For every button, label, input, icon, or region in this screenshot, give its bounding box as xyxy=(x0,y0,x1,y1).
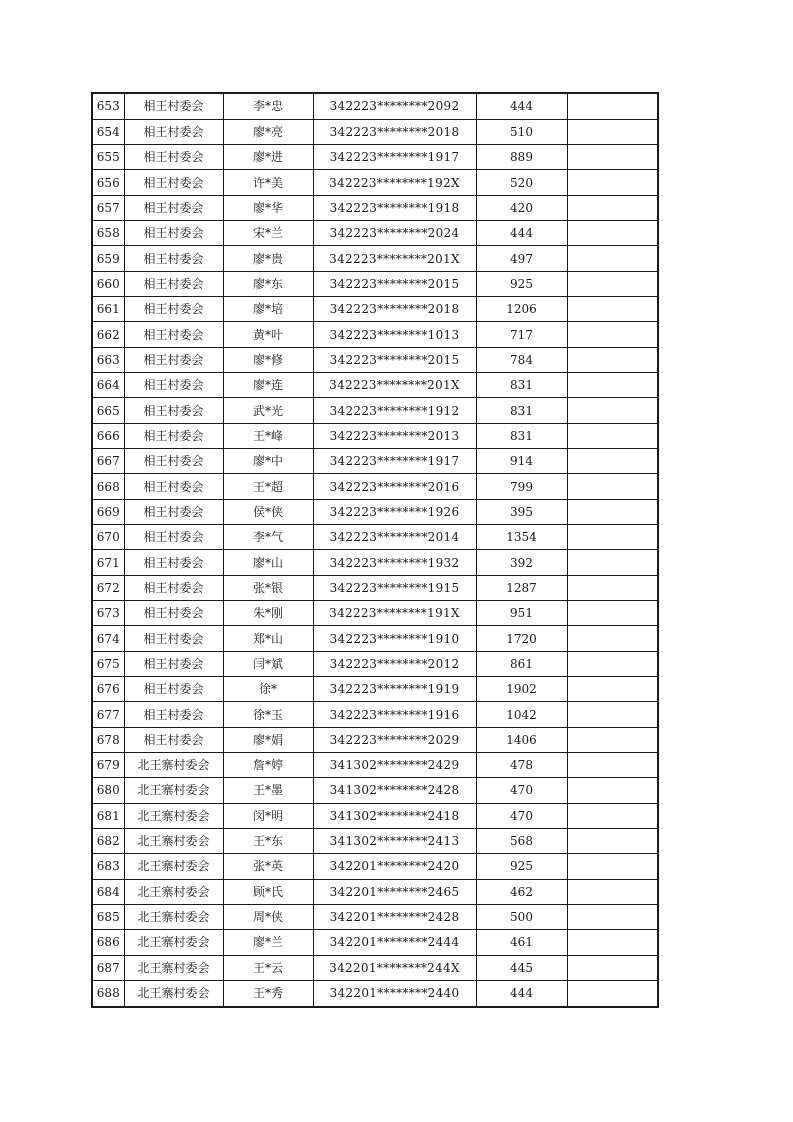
remark-cell xyxy=(567,575,658,600)
remark-cell xyxy=(567,803,658,828)
village-committee-cell: 相王村委会 xyxy=(124,93,223,119)
amount-cell: 461 xyxy=(476,930,567,955)
id-number-cell: 342223********2092 xyxy=(313,93,476,119)
serial-number-cell: 667 xyxy=(92,449,124,474)
person-name-cell: 李*忠 xyxy=(223,93,313,119)
person-name-cell: 周*侠 xyxy=(223,904,313,929)
table-row xyxy=(92,879,658,904)
person-name-cell: 廖*亮 xyxy=(223,119,313,144)
serial-number-cell: 671 xyxy=(92,550,124,575)
person-name-cell: 徐* xyxy=(223,677,313,702)
table-row xyxy=(92,778,658,803)
remark-cell xyxy=(567,778,658,803)
amount-cell: 1406 xyxy=(476,727,567,752)
table-row xyxy=(92,195,658,220)
person-name-cell: 廖*山 xyxy=(223,550,313,575)
person-name-cell: 王*秀 xyxy=(223,980,313,1007)
village-committee-cell: 相王村委会 xyxy=(124,702,223,727)
village-committee-cell: 相王村委会 xyxy=(124,499,223,524)
remark-cell xyxy=(567,677,658,702)
table-row xyxy=(92,347,658,372)
remark-cell xyxy=(567,525,658,550)
village-committee-cell: 北王寨村委会 xyxy=(124,753,223,778)
id-number-cell: 342223********1932 xyxy=(313,550,476,575)
person-name-cell: 朱*刚 xyxy=(223,601,313,626)
person-name-cell: 廖*贵 xyxy=(223,246,313,271)
village-committee-cell: 相王村委会 xyxy=(124,297,223,322)
table-row xyxy=(92,93,658,119)
table-row xyxy=(92,828,658,853)
table-row xyxy=(92,119,658,144)
remark-cell xyxy=(567,601,658,626)
id-number-cell: 342223********2018 xyxy=(313,297,476,322)
table-row xyxy=(92,525,658,550)
amount-cell: 520 xyxy=(476,170,567,195)
remark-cell xyxy=(567,828,658,853)
person-name-cell: 闵*明 xyxy=(223,803,313,828)
id-number-cell: 342201********2428 xyxy=(313,904,476,929)
table-row xyxy=(92,423,658,448)
remark-cell xyxy=(567,474,658,499)
remark-cell xyxy=(567,398,658,423)
remark-cell xyxy=(567,145,658,170)
village-committee-cell: 北王寨村委会 xyxy=(124,803,223,828)
id-number-cell: 341302********2418 xyxy=(313,803,476,828)
village-committee-cell: 相王村委会 xyxy=(124,398,223,423)
amount-cell: 478 xyxy=(476,753,567,778)
village-committee-cell: 相王村委会 xyxy=(124,550,223,575)
serial-number-cell: 673 xyxy=(92,601,124,626)
id-number-cell: 342223********2018 xyxy=(313,119,476,144)
serial-number-cell: 676 xyxy=(92,677,124,702)
id-number-cell: 342223********1917 xyxy=(313,449,476,474)
person-name-cell: 侯*侠 xyxy=(223,499,313,524)
id-number-cell: 342201********2465 xyxy=(313,879,476,904)
id-number-cell: 342223********192X xyxy=(313,170,476,195)
person-name-cell: 詹*婷 xyxy=(223,753,313,778)
serial-number-cell: 654 xyxy=(92,119,124,144)
amount-cell: 1042 xyxy=(476,702,567,727)
remark-cell xyxy=(567,195,658,220)
serial-number-cell: 688 xyxy=(92,980,124,1007)
serial-number-cell: 653 xyxy=(92,93,124,119)
remark-cell xyxy=(567,271,658,296)
amount-cell: 444 xyxy=(476,221,567,246)
remark-cell xyxy=(567,955,658,980)
person-name-cell: 廖*培 xyxy=(223,297,313,322)
amount-cell: 784 xyxy=(476,347,567,372)
serial-number-cell: 670 xyxy=(92,525,124,550)
village-committee-cell: 相王村委会 xyxy=(124,170,223,195)
remark-cell xyxy=(567,980,658,1007)
table-row xyxy=(92,803,658,828)
table-row xyxy=(92,753,658,778)
person-name-cell: 闫*斌 xyxy=(223,651,313,676)
person-name-cell: 宋*兰 xyxy=(223,221,313,246)
amount-cell: 951 xyxy=(476,601,567,626)
person-name-cell: 王*墨 xyxy=(223,778,313,803)
village-committee-cell: 相王村委会 xyxy=(124,651,223,676)
id-number-cell: 342223********1916 xyxy=(313,702,476,727)
person-name-cell: 廖*东 xyxy=(223,271,313,296)
table-row xyxy=(92,955,658,980)
id-number-cell: 342223********2024 xyxy=(313,221,476,246)
village-committee-cell: 相王村委会 xyxy=(124,449,223,474)
amount-cell: 799 xyxy=(476,474,567,499)
person-name-cell: 武*光 xyxy=(223,398,313,423)
id-number-cell: 342201********244X xyxy=(313,955,476,980)
serial-number-cell: 656 xyxy=(92,170,124,195)
amount-cell: 510 xyxy=(476,119,567,144)
remark-cell xyxy=(567,499,658,524)
amount-cell: 568 xyxy=(476,828,567,853)
id-number-cell: 342201********2440 xyxy=(313,980,476,1007)
amount-cell: 462 xyxy=(476,879,567,904)
village-committee-cell: 相王村委会 xyxy=(124,423,223,448)
serial-number-cell: 659 xyxy=(92,246,124,271)
id-number-cell: 342201********2444 xyxy=(313,930,476,955)
amount-cell: 1287 xyxy=(476,575,567,600)
table-row xyxy=(92,626,658,651)
remark-cell xyxy=(567,373,658,398)
village-committee-cell: 相王村委会 xyxy=(124,246,223,271)
amount-cell: 500 xyxy=(476,904,567,929)
table-row xyxy=(92,550,658,575)
serial-number-cell: 687 xyxy=(92,955,124,980)
id-number-cell: 342223********2016 xyxy=(313,474,476,499)
village-committee-cell: 北王寨村委会 xyxy=(124,828,223,853)
serial-number-cell: 675 xyxy=(92,651,124,676)
village-committee-cell: 北王寨村委会 xyxy=(124,980,223,1007)
amount-cell: 717 xyxy=(476,322,567,347)
table-row xyxy=(92,221,658,246)
serial-number-cell: 661 xyxy=(92,297,124,322)
serial-number-cell: 665 xyxy=(92,398,124,423)
village-committee-cell: 相王村委会 xyxy=(124,575,223,600)
person-name-cell: 张*银 xyxy=(223,575,313,600)
id-number-cell: 341302********2429 xyxy=(313,753,476,778)
amount-cell: 395 xyxy=(476,499,567,524)
serial-number-cell: 681 xyxy=(92,803,124,828)
serial-number-cell: 685 xyxy=(92,904,124,929)
table-row xyxy=(92,499,658,524)
table-row xyxy=(92,297,658,322)
table-row xyxy=(92,702,658,727)
id-number-cell: 341302********2413 xyxy=(313,828,476,853)
remark-cell xyxy=(567,246,658,271)
amount-cell: 831 xyxy=(476,373,567,398)
serial-number-cell: 682 xyxy=(92,828,124,853)
id-number-cell: 342223********1917 xyxy=(313,145,476,170)
person-name-cell: 郑*山 xyxy=(223,626,313,651)
beneficiary-table xyxy=(91,92,659,1008)
village-committee-cell: 相王村委会 xyxy=(124,145,223,170)
person-name-cell: 廖*华 xyxy=(223,195,313,220)
id-number-cell: 342223********2015 xyxy=(313,347,476,372)
village-committee-cell: 北王寨村委会 xyxy=(124,778,223,803)
serial-number-cell: 679 xyxy=(92,753,124,778)
village-committee-cell: 相王村委会 xyxy=(124,727,223,752)
village-committee-cell: 相王村委会 xyxy=(124,474,223,499)
id-number-cell: 342223********1915 xyxy=(313,575,476,600)
village-committee-cell: 相王村委会 xyxy=(124,525,223,550)
remark-cell xyxy=(567,727,658,752)
table-row xyxy=(92,322,658,347)
amount-cell: 445 xyxy=(476,955,567,980)
remark-cell xyxy=(567,879,658,904)
amount-cell: 444 xyxy=(476,93,567,119)
village-committee-cell: 相王村委会 xyxy=(124,373,223,398)
id-number-cell: 342223********201X xyxy=(313,246,476,271)
serial-number-cell: 658 xyxy=(92,221,124,246)
remark-cell xyxy=(567,449,658,474)
person-name-cell: 黄*叶 xyxy=(223,322,313,347)
remark-cell xyxy=(567,93,658,119)
remark-cell xyxy=(567,550,658,575)
remark-cell xyxy=(567,322,658,347)
table-row xyxy=(92,373,658,398)
village-committee-cell: 相王村委会 xyxy=(124,221,223,246)
id-number-cell: 342201********2420 xyxy=(313,854,476,879)
id-number-cell: 342223********201X xyxy=(313,373,476,398)
person-name-cell: 王*东 xyxy=(223,828,313,853)
serial-number-cell: 664 xyxy=(92,373,124,398)
remark-cell xyxy=(567,221,658,246)
amount-cell: 420 xyxy=(476,195,567,220)
remark-cell xyxy=(567,297,658,322)
remark-cell xyxy=(567,904,658,929)
id-number-cell: 342223********2029 xyxy=(313,727,476,752)
village-committee-cell: 北王寨村委会 xyxy=(124,930,223,955)
person-name-cell: 顾*氏 xyxy=(223,879,313,904)
amount-cell: 831 xyxy=(476,423,567,448)
amount-cell: 889 xyxy=(476,145,567,170)
id-number-cell: 342223********1013 xyxy=(313,322,476,347)
amount-cell: 470 xyxy=(476,803,567,828)
village-committee-cell: 相王村委会 xyxy=(124,626,223,651)
remark-cell xyxy=(567,119,658,144)
remark-cell xyxy=(567,170,658,195)
serial-number-cell: 657 xyxy=(92,195,124,220)
table-row xyxy=(92,727,658,752)
id-number-cell: 341302********2428 xyxy=(313,778,476,803)
person-name-cell: 廖*兰 xyxy=(223,930,313,955)
person-name-cell: 张*英 xyxy=(223,854,313,879)
table-row xyxy=(92,575,658,600)
serial-number-cell: 678 xyxy=(92,727,124,752)
table-row xyxy=(92,854,658,879)
person-name-cell: 王*峰 xyxy=(223,423,313,448)
village-committee-cell: 相王村委会 xyxy=(124,601,223,626)
person-name-cell: 廖*中 xyxy=(223,449,313,474)
remark-cell xyxy=(567,930,658,955)
person-name-cell: 许*美 xyxy=(223,170,313,195)
table-row xyxy=(92,930,658,955)
remark-cell xyxy=(567,651,658,676)
table-row xyxy=(92,474,658,499)
id-number-cell: 342223********2012 xyxy=(313,651,476,676)
amount-cell: 444 xyxy=(476,980,567,1007)
village-committee-cell: 相王村委会 xyxy=(124,195,223,220)
person-name-cell: 廖*连 xyxy=(223,373,313,398)
serial-number-cell: 680 xyxy=(92,778,124,803)
serial-number-cell: 674 xyxy=(92,626,124,651)
table-row xyxy=(92,449,658,474)
table-row xyxy=(92,398,658,423)
serial-number-cell: 660 xyxy=(92,271,124,296)
id-number-cell: 342223********191X xyxy=(313,601,476,626)
village-committee-cell: 相王村委会 xyxy=(124,119,223,144)
person-name-cell: 徐*玉 xyxy=(223,702,313,727)
village-committee-cell: 相王村委会 xyxy=(124,271,223,296)
table-row xyxy=(92,980,658,1007)
id-number-cell: 342223********2015 xyxy=(313,271,476,296)
person-name-cell: 廖*娟 xyxy=(223,727,313,752)
amount-cell: 925 xyxy=(476,271,567,296)
amount-cell: 914 xyxy=(476,449,567,474)
table-body xyxy=(92,93,658,1007)
table-row xyxy=(92,904,658,929)
id-number-cell: 342223********1918 xyxy=(313,195,476,220)
village-committee-cell: 北王寨村委会 xyxy=(124,904,223,929)
table-row xyxy=(92,651,658,676)
village-committee-cell: 北王寨村委会 xyxy=(124,955,223,980)
table-row xyxy=(92,246,658,271)
amount-cell: 1720 xyxy=(476,626,567,651)
table-row xyxy=(92,677,658,702)
id-number-cell: 342223********1919 xyxy=(313,677,476,702)
person-name-cell: 王*云 xyxy=(223,955,313,980)
amount-cell: 497 xyxy=(476,246,567,271)
person-name-cell: 李*气 xyxy=(223,525,313,550)
remark-cell xyxy=(567,423,658,448)
id-number-cell: 342223********1926 xyxy=(313,499,476,524)
village-committee-cell: 相王村委会 xyxy=(124,347,223,372)
village-committee-cell: 相王村委会 xyxy=(124,322,223,347)
amount-cell: 1354 xyxy=(476,525,567,550)
amount-cell: 831 xyxy=(476,398,567,423)
amount-cell: 925 xyxy=(476,854,567,879)
serial-number-cell: 668 xyxy=(92,474,124,499)
serial-number-cell: 662 xyxy=(92,322,124,347)
id-number-cell: 342223********1910 xyxy=(313,626,476,651)
serial-number-cell: 683 xyxy=(92,854,124,879)
id-number-cell: 342223********2014 xyxy=(313,525,476,550)
remark-cell xyxy=(567,854,658,879)
table-row xyxy=(92,601,658,626)
village-committee-cell: 北王寨村委会 xyxy=(124,854,223,879)
amount-cell: 1902 xyxy=(476,677,567,702)
amount-cell: 861 xyxy=(476,651,567,676)
serial-number-cell: 663 xyxy=(92,347,124,372)
person-name-cell: 廖*进 xyxy=(223,145,313,170)
remark-cell xyxy=(567,702,658,727)
remark-cell xyxy=(567,753,658,778)
table-row xyxy=(92,145,658,170)
remark-cell xyxy=(567,347,658,372)
amount-cell: 470 xyxy=(476,778,567,803)
serial-number-cell: 677 xyxy=(92,702,124,727)
person-name-cell: 王*超 xyxy=(223,474,313,499)
serial-number-cell: 684 xyxy=(92,879,124,904)
person-name-cell: 廖*修 xyxy=(223,347,313,372)
serial-number-cell: 655 xyxy=(92,145,124,170)
serial-number-cell: 666 xyxy=(92,423,124,448)
id-number-cell: 342223********1912 xyxy=(313,398,476,423)
serial-number-cell: 669 xyxy=(92,499,124,524)
amount-cell: 1206 xyxy=(476,297,567,322)
serial-number-cell: 686 xyxy=(92,930,124,955)
table-row xyxy=(92,271,658,296)
serial-number-cell: 672 xyxy=(92,575,124,600)
village-committee-cell: 相王村委会 xyxy=(124,677,223,702)
remark-cell xyxy=(567,626,658,651)
id-number-cell: 342223********2013 xyxy=(313,423,476,448)
village-committee-cell: 北王寨村委会 xyxy=(124,879,223,904)
table-row xyxy=(92,170,658,195)
amount-cell: 392 xyxy=(476,550,567,575)
